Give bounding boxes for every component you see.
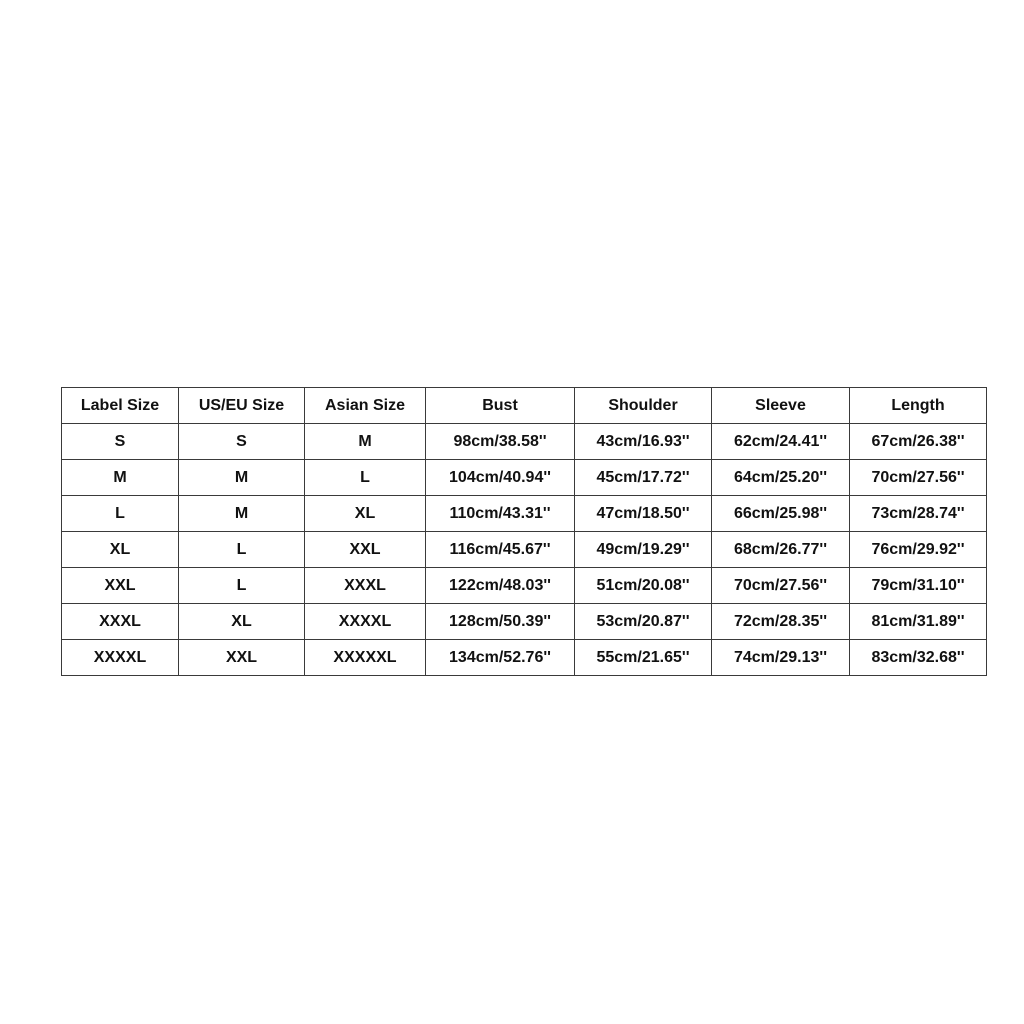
- table-row: [62, 496, 987, 532]
- cell-length: 67cm/26.38'': [850, 424, 987, 460]
- cell-length: 70cm/27.56'': [850, 460, 987, 496]
- table-row: [62, 640, 987, 676]
- cell-shoulder: 49cm/19.29'': [575, 532, 712, 568]
- cell-label-size: XXXXL: [62, 640, 179, 676]
- header-shoulder: Shoulder: [575, 388, 712, 424]
- cell-bust: 110cm/43.31'': [426, 496, 575, 532]
- header-label-size: Label Size: [62, 388, 179, 424]
- table-row: [62, 604, 987, 640]
- cell-sleeve: 62cm/24.41'': [712, 424, 850, 460]
- cell-sleeve: 64cm/25.20'': [712, 460, 850, 496]
- cell-shoulder: 55cm/21.65'': [575, 640, 712, 676]
- cell-asian-size: XXXL: [305, 568, 426, 604]
- cell-us-eu-size: M: [179, 496, 305, 532]
- table-header-row: [62, 388, 987, 424]
- cell-length: 79cm/31.10'': [850, 568, 987, 604]
- cell-shoulder: 51cm/20.08'': [575, 568, 712, 604]
- cell-shoulder: 43cm/16.93'': [575, 424, 712, 460]
- cell-us-eu-size: XXL: [179, 640, 305, 676]
- cell-sleeve: 66cm/25.98'': [712, 496, 850, 532]
- cell-label-size: M: [62, 460, 179, 496]
- cell-asian-size: M: [305, 424, 426, 460]
- cell-asian-size: L: [305, 460, 426, 496]
- header-us-eu-size: US/EU Size: [179, 388, 305, 424]
- cell-length: 81cm/31.89'': [850, 604, 987, 640]
- cell-us-eu-size: L: [179, 568, 305, 604]
- cell-length: 83cm/32.68'': [850, 640, 987, 676]
- cell-label-size: S: [62, 424, 179, 460]
- cell-sleeve: 70cm/27.56'': [712, 568, 850, 604]
- header-asian-size: Asian Size: [305, 388, 426, 424]
- table-row: [62, 460, 987, 496]
- cell-bust: 116cm/45.67'': [426, 532, 575, 568]
- table-row: [62, 424, 987, 460]
- cell-us-eu-size: L: [179, 532, 305, 568]
- cell-sleeve: 68cm/26.77'': [712, 532, 850, 568]
- cell-label-size: XXXL: [62, 604, 179, 640]
- cell-label-size: XXL: [62, 568, 179, 604]
- cell-sleeve: 72cm/28.35'': [712, 604, 850, 640]
- cell-us-eu-size: M: [179, 460, 305, 496]
- cell-shoulder: 47cm/18.50'': [575, 496, 712, 532]
- cell-label-size: L: [62, 496, 179, 532]
- table-row: [62, 568, 987, 604]
- cell-asian-size: XXL: [305, 532, 426, 568]
- cell-shoulder: 45cm/17.72'': [575, 460, 712, 496]
- cell-shoulder: 53cm/20.87'': [575, 604, 712, 640]
- cell-us-eu-size: S: [179, 424, 305, 460]
- header-sleeve: Sleeve: [712, 388, 850, 424]
- cell-bust: 134cm/52.76'': [426, 640, 575, 676]
- cell-sleeve: 74cm/29.13'': [712, 640, 850, 676]
- cell-asian-size: XXXXXL: [305, 640, 426, 676]
- cell-bust: 104cm/40.94'': [426, 460, 575, 496]
- cell-length: 76cm/29.92'': [850, 532, 987, 568]
- header-length: Length: [850, 388, 987, 424]
- cell-bust: 122cm/48.03'': [426, 568, 575, 604]
- cell-asian-size: XL: [305, 496, 426, 532]
- cell-bust: 128cm/50.39'': [426, 604, 575, 640]
- header-bust: Bust: [426, 388, 575, 424]
- table-row: [62, 532, 987, 568]
- cell-us-eu-size: XL: [179, 604, 305, 640]
- cell-bust: 98cm/38.58'': [426, 424, 575, 460]
- cell-asian-size: XXXXL: [305, 604, 426, 640]
- cell-length: 73cm/28.74'': [850, 496, 987, 532]
- size-chart-table: [61, 387, 987, 676]
- cell-label-size: XL: [62, 532, 179, 568]
